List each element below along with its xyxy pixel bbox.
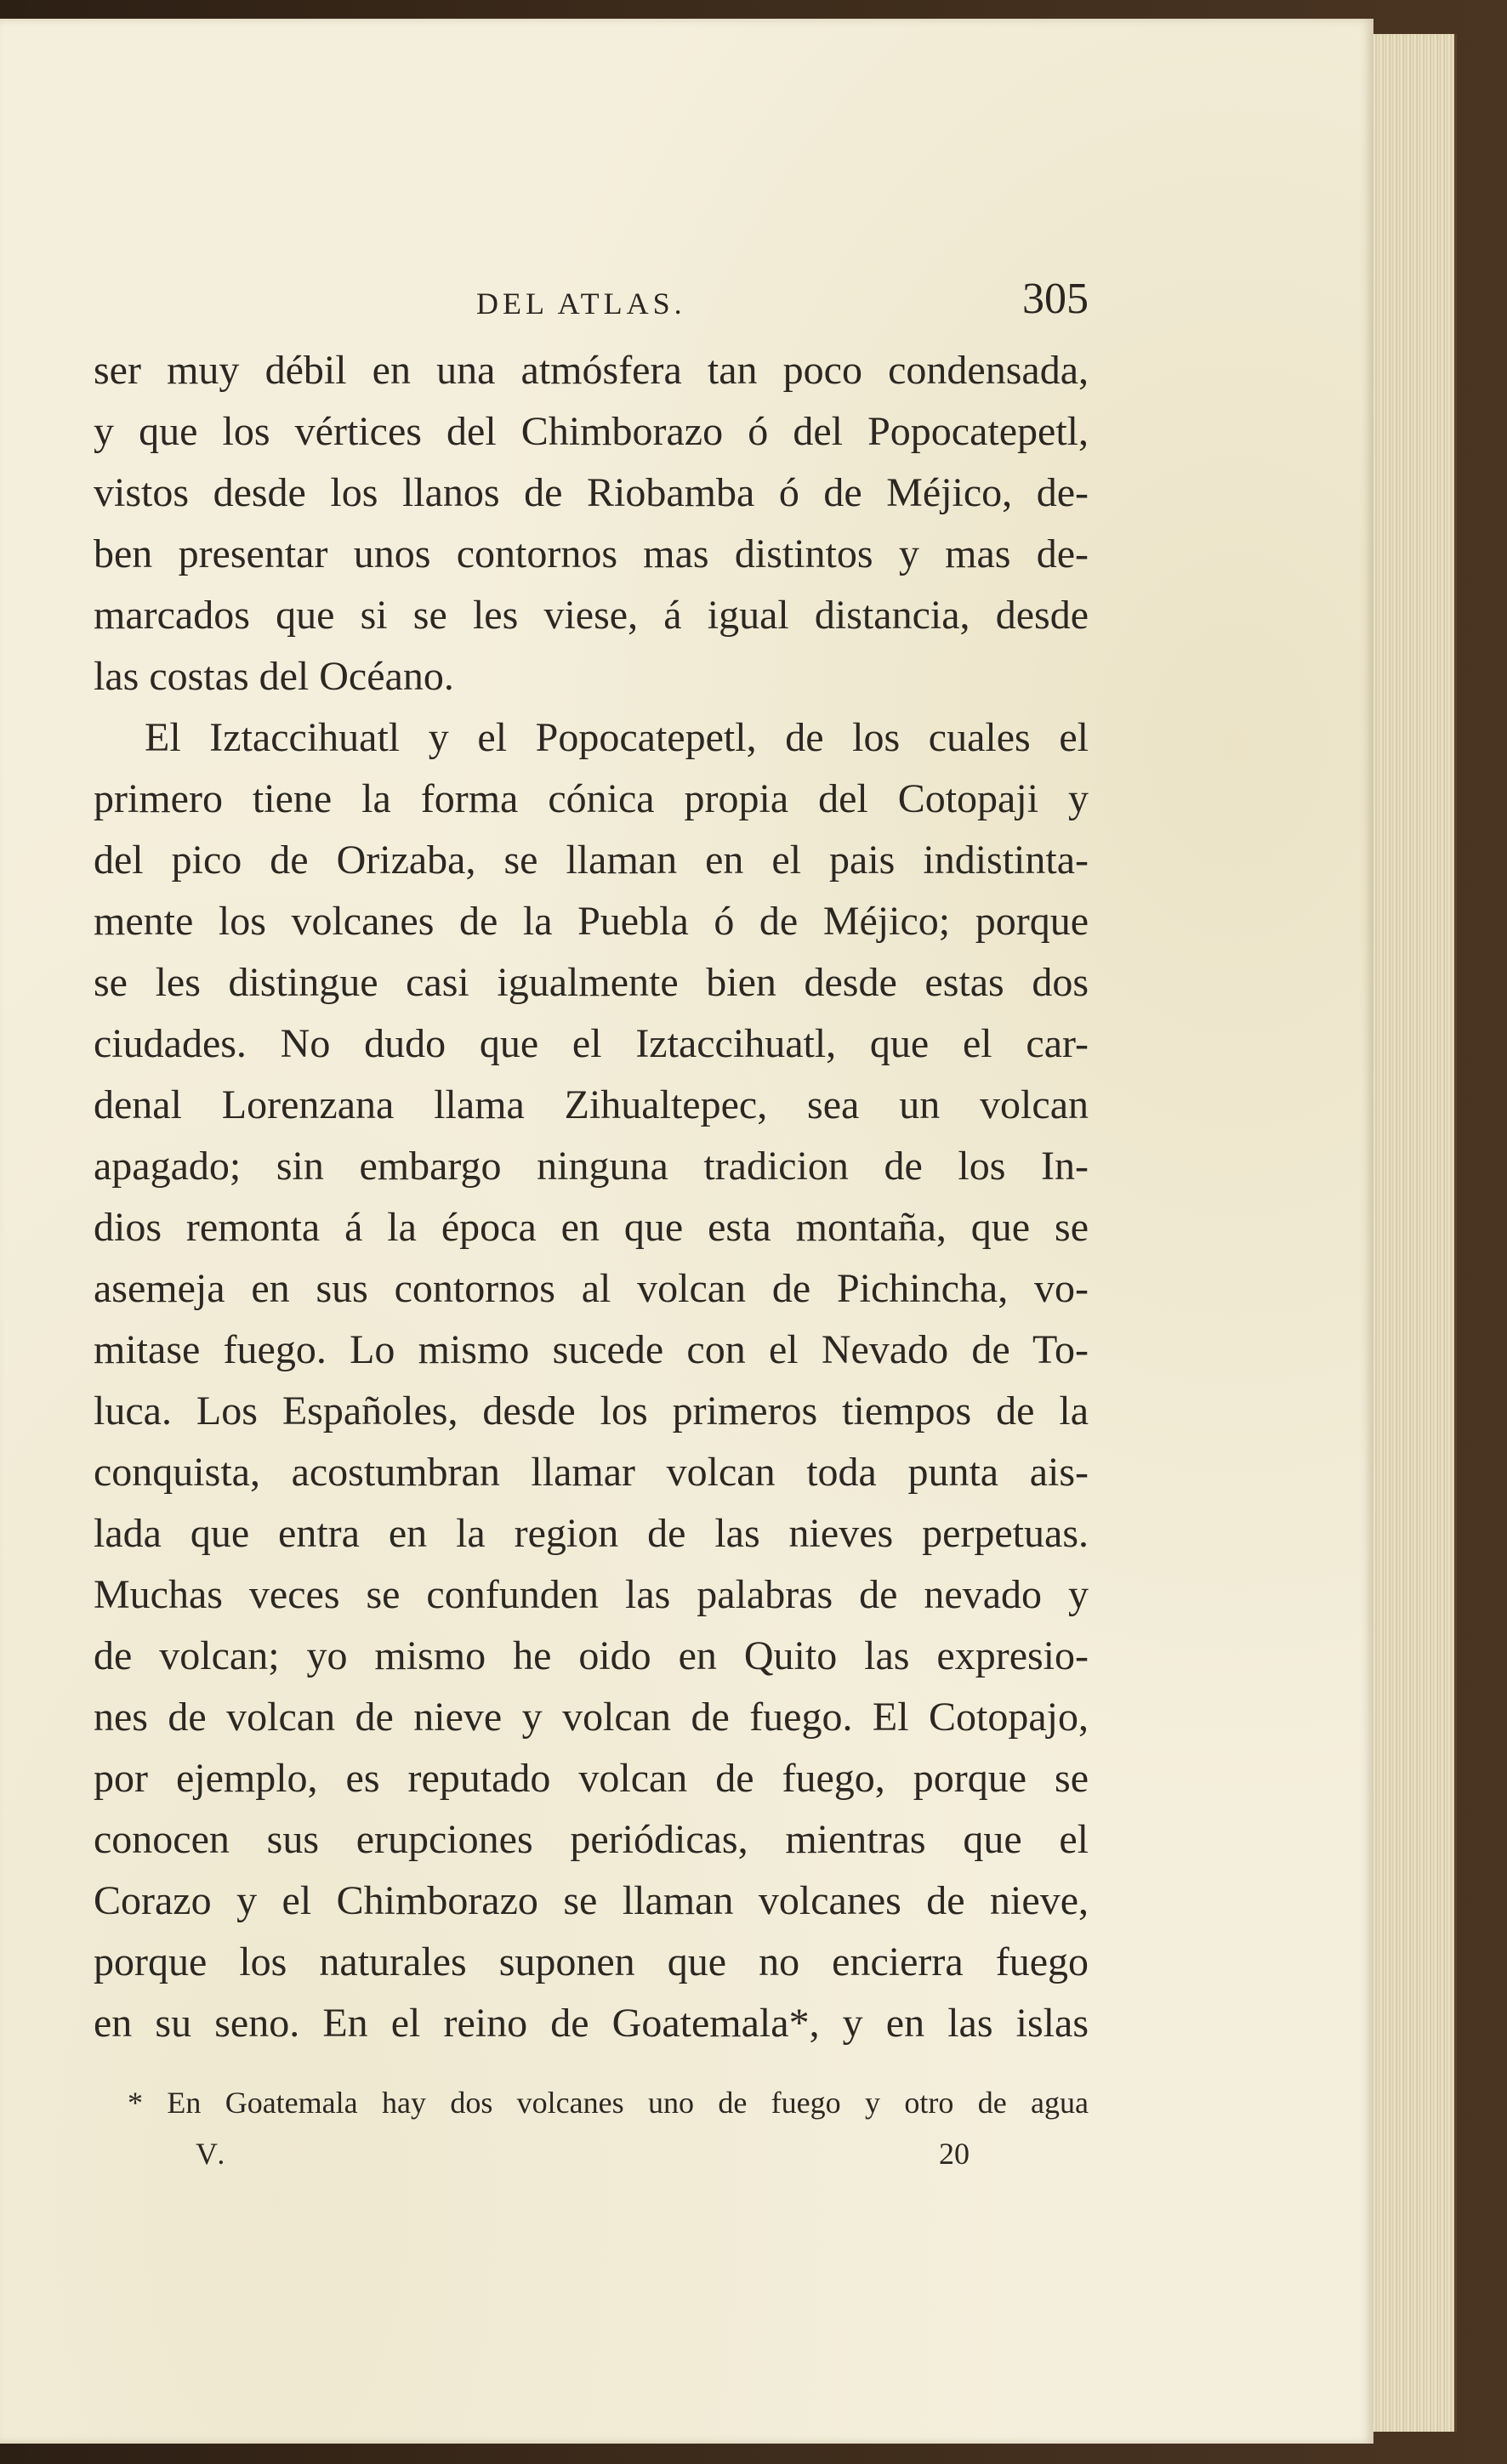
signature-mark: V. (196, 2137, 229, 2171)
text-line: en su seno. En el reino de Goatemala*, y en las islas (94, 2001, 1089, 2046)
text-line: mente los volcanes de la Puebla ó de Méjico; porque (94, 899, 1089, 944)
text-line: y que los vértices del Chimborazo ó del Popocatepetl, (94, 409, 1089, 454)
text-line: primero tiene la forma cónica propia del Cotopaji y (94, 776, 1089, 821)
text-line: se les distingue casi igualmente bien desde estas dos (94, 960, 1089, 1005)
text-line: El Iztaccihuatl y el Popocatepetl, de los cuales el (145, 715, 1089, 760)
text-line: conquista, acostumbran llamar volcan toda punta ais- (94, 1450, 1089, 1495)
text-line: apagado; sin embargo ninguna tradicion de los In- (94, 1144, 1089, 1189)
footnote: * En Goatemala hay dos volcanes uno de fuego y otro de agua (128, 2086, 1089, 2120)
text-line: ciudades. No dudo que el Iztaccihuatl, que el car- (94, 1021, 1089, 1066)
text-line: marcados que si se les viese, á igual distancia, desde (94, 593, 1089, 638)
running-head (94, 274, 1089, 342)
text-line: asemeja en sus contornos al volcan de Pichincha, vo- (94, 1266, 1089, 1311)
text-line: ser muy débil en una atmósfera tan poco condensada, (94, 348, 1089, 393)
body-text (94, 340, 1089, 2054)
text-line: vistos desde los llanos de Riobamba ó de Méjico, de- (94, 470, 1089, 515)
text-line: lada que entra en la region de las nieves perpetuas. (94, 1511, 1089, 1556)
text-line: dios remonta á la época en que esta montaña, que se (94, 1205, 1089, 1250)
text-line: Corazo y el Chimborazo se llaman volcanes de nieve, (94, 1878, 1089, 1923)
text-line: las costas del Océano. (94, 654, 454, 699)
signature-number: 20 (939, 2137, 970, 2171)
text-line: Muchas veces se confunden las palabras de nevado y (94, 1572, 1089, 1617)
text-line: por ejemplo, es reputado volcan de fuego, porque se (94, 1756, 1089, 1801)
text-line: conocen sus erupciones periódicas, mientras que el (94, 1817, 1089, 1862)
text-line: porque los naturales suponen que no encierra fuego (94, 1939, 1089, 1984)
text-line: mitase fuego. Lo mismo sucede con el Nevado de To- (94, 1327, 1089, 1372)
text-line: nes de volcan de nieve y volcan de fuego. El Cotopajo, (94, 1695, 1089, 1740)
text-line: luca. Los Españoles, desde los primeros tiempos de la (94, 1388, 1089, 1434)
running-title: DEL ATLAS. (476, 287, 686, 321)
text-line: denal Lorenzana llama Zihualtepec, sea un volcan (94, 1082, 1089, 1127)
text-line: ben presentar unos contornos mas distintos y mas de- (94, 531, 1089, 576)
page-number: 305 (1022, 275, 1089, 323)
page-edges (1373, 34, 1457, 2432)
book-page (0, 19, 1373, 2444)
text-line: del pico de Orizaba, se llaman en el pais indistinta- (94, 837, 1089, 883)
text-line: de volcan; yo mismo he oido en Quito las expresio- (94, 1633, 1089, 1678)
